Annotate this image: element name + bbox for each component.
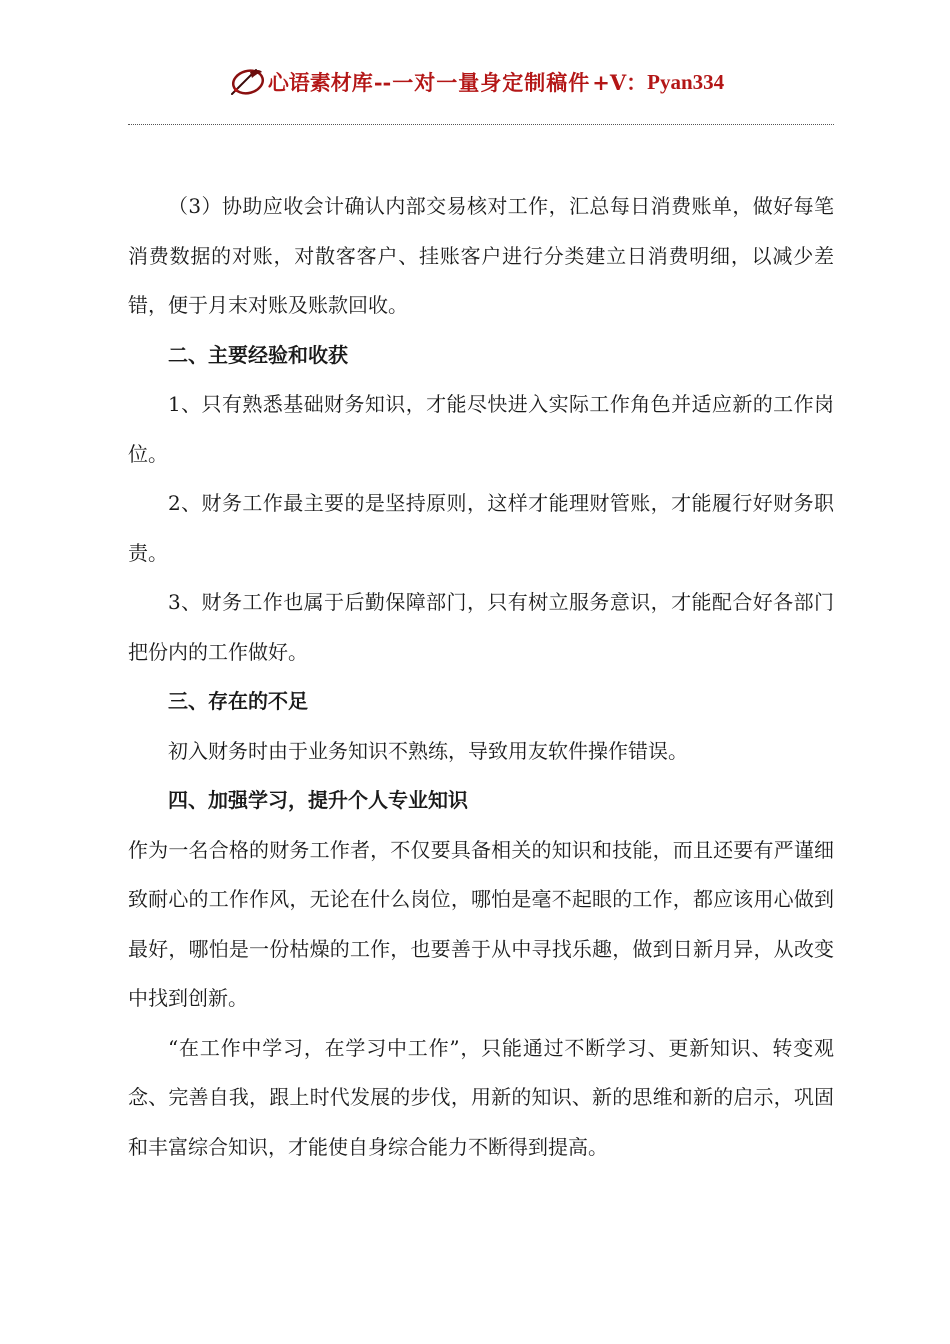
paragraph-study-2: “在工作中学习，在学习中工作”，只能通过不断学习、更新知识、转变观念、完善自我，跟上时代发展的步伐，用新的知识、新的思维和新的启示，巩固和丰富综合知识，才能使自身综合能力不断得到提高。 [128, 1035, 834, 1159]
paragraph-item-3: （3）协助应收会计确认内部交易核对工作，汇总每日消费账单，做好每笔消费数据的对账，对散客客户、挂账客户进行分类建立日消费明细，以减少差错，便于月末对账及账款回收。 [128, 194, 834, 317]
paragraph-shortcomings: 初入财务时由于业务知识不熟练，导致用友软件操作错误。 [168, 738, 688, 763]
section-heading-3: 三、存在的不足 [168, 689, 308, 713]
section-heading-4: 四、加强学习，提升个人专业知识 [168, 788, 468, 812]
brand-name: 心语素材库 [267, 71, 373, 95]
header-separator: -- [373, 69, 392, 95]
document-body [128, 182, 834, 1172]
header-plus: + [592, 69, 610, 95]
page-header [0, 58, 950, 106]
header-divider [128, 124, 834, 125]
quill-heart-logo-icon [226, 64, 266, 100]
header-account: Pyan334 [647, 69, 725, 94]
paragraph-study-1: 作为一名合格的财务工作者，不仅要具备相关的知识和技能，而且还要有严谨细致耐心的工作作风，无论在什么岗位，哪怕是毫不起眼的工作，都应该用心做到最好，哪怕是一份枯燥的工作，也要善于从中寻找乐趣，做到日新月异，从改变中找到创新。 [128, 837, 834, 1010]
header-slogan: 一对一量身定制稿件 [392, 70, 591, 95]
paragraph-experience-1: 1、只有熟悉基础财务知识，才能尽快进入实际工作角色并适应新的工作岗位。 [128, 392, 834, 466]
paragraph-experience-3: 3、财务工作也属于后勤保障部门，只有树立服务意识，才能配合好各部门把份内的工作做好。 [128, 590, 834, 664]
paragraph-experience-2: 2、财务工作最主要的是坚持原则，这样才能理财管账，才能履行好财务职责。 [128, 491, 834, 565]
section-heading-2: 二、主要经验和收获 [168, 342, 348, 367]
header-v-label: V： [609, 70, 648, 95]
header-banner [226, 64, 724, 100]
